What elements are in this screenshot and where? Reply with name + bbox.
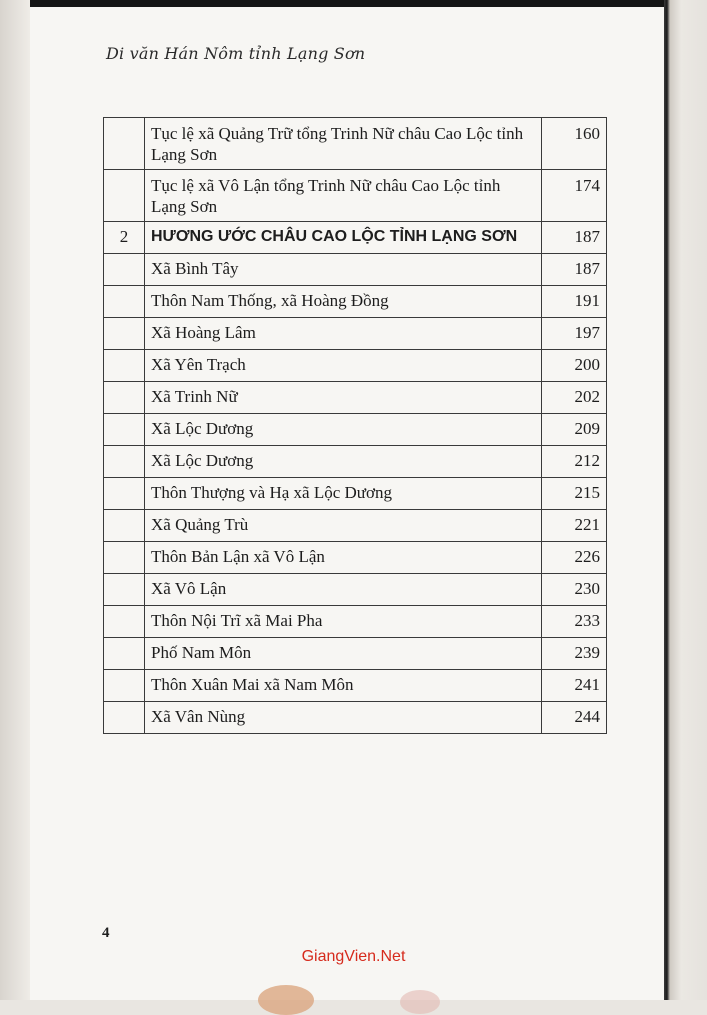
toc-row-title: Xã Yên Trạch (145, 350, 542, 382)
toc-row-page: 197 (542, 318, 607, 350)
toc-row (104, 350, 607, 382)
toc-section-title: HƯƠNG ƯỚC CHÂU CAO LỘC TỈNH LẠNG SƠN (145, 222, 542, 254)
toc-row-title: Thôn Thượng và Hạ xã Lộc Dương (145, 478, 542, 510)
toc-row-page: 160 (542, 118, 607, 170)
book-spine-edge (664, 0, 707, 1000)
running-head: Di văn Hán Nôm tỉnh Lạng Sơn (106, 44, 366, 63)
toc-row-title: Xã Lộc Dương (145, 414, 542, 446)
toc-row-title: Thôn Xuân Mai xã Nam Môn (145, 670, 542, 702)
toc-row (104, 542, 607, 574)
toc-row (104, 286, 607, 318)
toc-row (104, 170, 607, 222)
toc-row-page: 221 (542, 510, 607, 542)
toc-row-title: Xã Bình Tây (145, 254, 542, 286)
toc-row (104, 318, 607, 350)
toc-row-title: Tục lệ xã Quảng Trữ tổng Trinh Nữ châu Cao Lộc tỉnh Lạng Sơn (145, 118, 542, 170)
toc-row-number (104, 670, 145, 702)
toc-row-page: 191 (542, 286, 607, 318)
toc-row-number (104, 254, 145, 286)
toc-row-title: Xã Hoàng Lâm (145, 318, 542, 350)
toc-row-number (104, 382, 145, 414)
toc-row (104, 478, 607, 510)
toc-row-number (104, 574, 145, 606)
toc-row-page: 212 (542, 446, 607, 478)
toc-row-title: Xã Vân Nùng (145, 702, 542, 734)
toc-row-page: 244 (542, 702, 607, 734)
toc-row (104, 638, 607, 670)
thumb-blur (258, 985, 314, 1015)
toc-row (104, 382, 607, 414)
toc-row (104, 414, 607, 446)
toc-row (104, 254, 607, 286)
toc-row-page: 230 (542, 574, 607, 606)
toc-row (104, 574, 607, 606)
toc-row-page: 226 (542, 542, 607, 574)
toc-row-number (104, 318, 145, 350)
toc-row-title: Tục lệ xã Vô Lận tổng Trinh Nữ châu Cao Lộc tỉnh Lạng Sơn (145, 170, 542, 222)
toc-row-number (104, 606, 145, 638)
toc-row-number (104, 478, 145, 510)
toc-row-page: 239 (542, 638, 607, 670)
toc-row-page: 174 (542, 170, 607, 222)
toc-section-row (104, 222, 607, 254)
toc-row-page: 233 (542, 606, 607, 638)
toc-row-number (104, 542, 145, 574)
toc-row-page: 200 (542, 350, 607, 382)
toc-row-page: 209 (542, 414, 607, 446)
toc-row (104, 670, 607, 702)
toc-row-number (104, 446, 145, 478)
toc-row-title: Xã Trinh Nữ (145, 382, 542, 414)
toc-row-number (104, 638, 145, 670)
watermark: GiangVien.Net (301, 948, 406, 965)
toc-row-title: Xã Lộc Dương (145, 446, 542, 478)
toc-row-title: Thôn Nội Trĩ xã Mai Pha (145, 606, 542, 638)
left-page-shadow (0, 0, 30, 1000)
top-edge-shadow (30, 0, 664, 7)
toc-row (104, 118, 607, 170)
toc-row-number (104, 350, 145, 382)
toc-row-title: Phố Nam Môn (145, 638, 542, 670)
toc-row-page: 215 (542, 478, 607, 510)
toc-section-page: 187 (542, 222, 607, 254)
toc-section-number: 2 (104, 222, 145, 254)
toc-row-page: 187 (542, 254, 607, 286)
toc-row (104, 702, 607, 734)
toc-row (104, 606, 607, 638)
toc-row-page: 241 (542, 670, 607, 702)
table-of-contents (103, 117, 607, 734)
toc-row-title: Thôn Nam Thống, xã Hoàng Đồng (145, 286, 542, 318)
toc-row-number (104, 286, 145, 318)
finger-blur (400, 990, 440, 1014)
toc-row-title: Xã Quảng Trù (145, 510, 542, 542)
toc-row-number (104, 702, 145, 734)
toc-row-number (104, 510, 145, 542)
toc-row-number (104, 170, 145, 222)
toc-row (104, 510, 607, 542)
toc-row-title: Xã Vô Lận (145, 574, 542, 606)
toc-row-title: Thôn Bản Lận xã Vô Lận (145, 542, 542, 574)
toc-row-number (104, 118, 145, 170)
toc-row (104, 446, 607, 478)
toc-row-number (104, 414, 145, 446)
page-number: 4 (102, 925, 110, 941)
toc-row-page: 202 (542, 382, 607, 414)
